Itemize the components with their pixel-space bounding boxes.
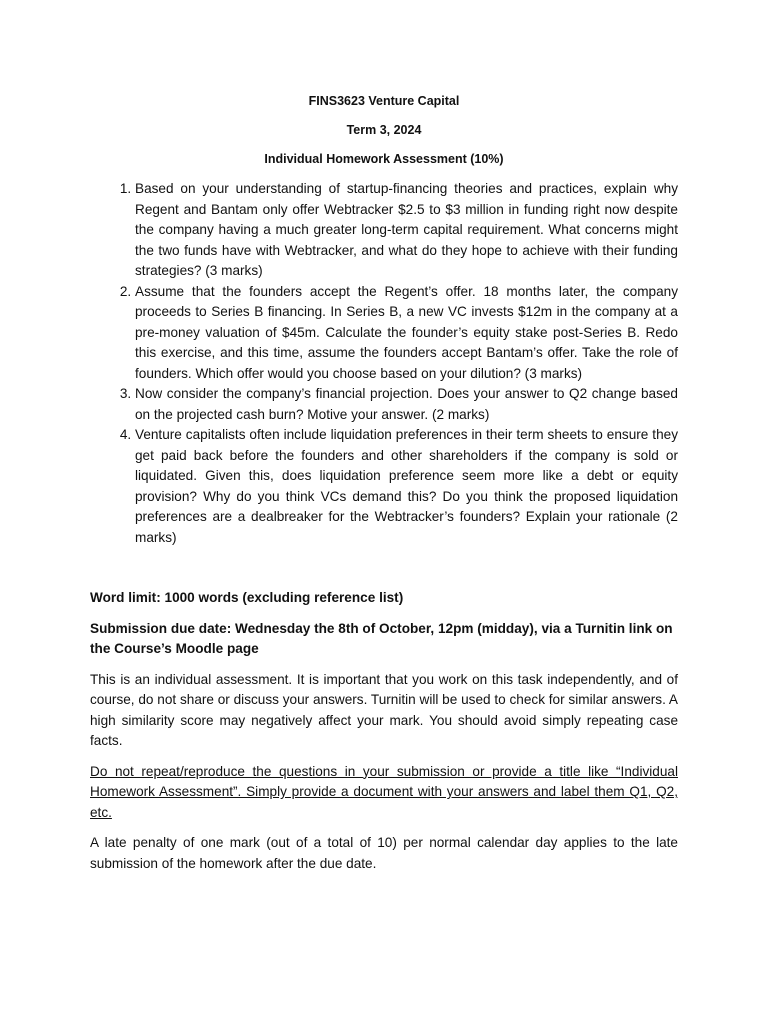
question-item-2: 2. Assume that the founders accept the Regent’s offer. 18 months later, the company proceeds to Series B financing. In Series B, a new VC invests $12m in the company at a pre-money valuation of $45m. Calculate the founder’s equity stake post-Series B. Redo this exercise, and this time, assume the founders accept Bantam’s offer. Take the role of founders. Which offer would you choose based on your dilution? (3 marks): [135, 282, 678, 385]
term-label: Term 3, 2024: [346, 123, 422, 137]
section-spacer: [90, 548, 678, 588]
question-item-3: 3. Now consider the company’s financial projection. Does your answer to Q2 change based on the projected cash burn? Motive your answer. (2 marks): [135, 384, 678, 425]
course-title: FINS3623 Venture Capital: [308, 94, 460, 108]
late-penalty-note: A late penalty of one mark (out of a total of 10) per normal calendar day applies to the late submission of the homework after the due date.: [90, 835, 678, 871]
individual-note: This is an individual assessment. It is important that you work on this task independently, and of course, do not share or discuss your answers. Turnitin will be used to check for similar answers. A high similarity score may negatively affect your mark. You should avoid simply repeating case facts.: [90, 671, 678, 748]
assessment-title: Individual Homework Assessment (10%): [264, 152, 504, 166]
no-repeat-note: Do not repeat/reproduce the questions in your submission or provide a title like “Individual Homework Assessment”. Simply provide a document with your answers and label them Q1, Q2, etc.: [90, 763, 678, 820]
question-item-1: 1. Based on your understanding of startup-financing theories and practices, explain why Regent and Bantam only offer Webtracker $2.5 to $3 million in funding right now despite the company having a much greater long-term capital requirement. What concerns might the two funds have with Webtracker, and what do they hope to achieve with their funding strategies? (3 marks): [135, 179, 678, 282]
word-limit: Word limit: 1000 words (excluding reference list): [90, 590, 404, 605]
question-item-4: 4. Venture capitalists often include liquidation preferences in their term sheets to ensure they get paid back before the founders and other shareholders if the company is sold or liquidated. Given this, does liquidation preference seem more like a debt or equity provision? Why do you think VCs demand this? Do you think the proposed liquidation preferences are a dealbreaker for the Webtracker’s founders? Explain your rationale (2 marks): [135, 425, 678, 548]
document-page: [90, 92, 678, 884]
due-date: Submission due date: Wednesday the 8th of October, 12pm (midday), via a Turnitin link on the Course’s Moodle page: [90, 620, 673, 656]
question-list: [90, 179, 678, 548]
